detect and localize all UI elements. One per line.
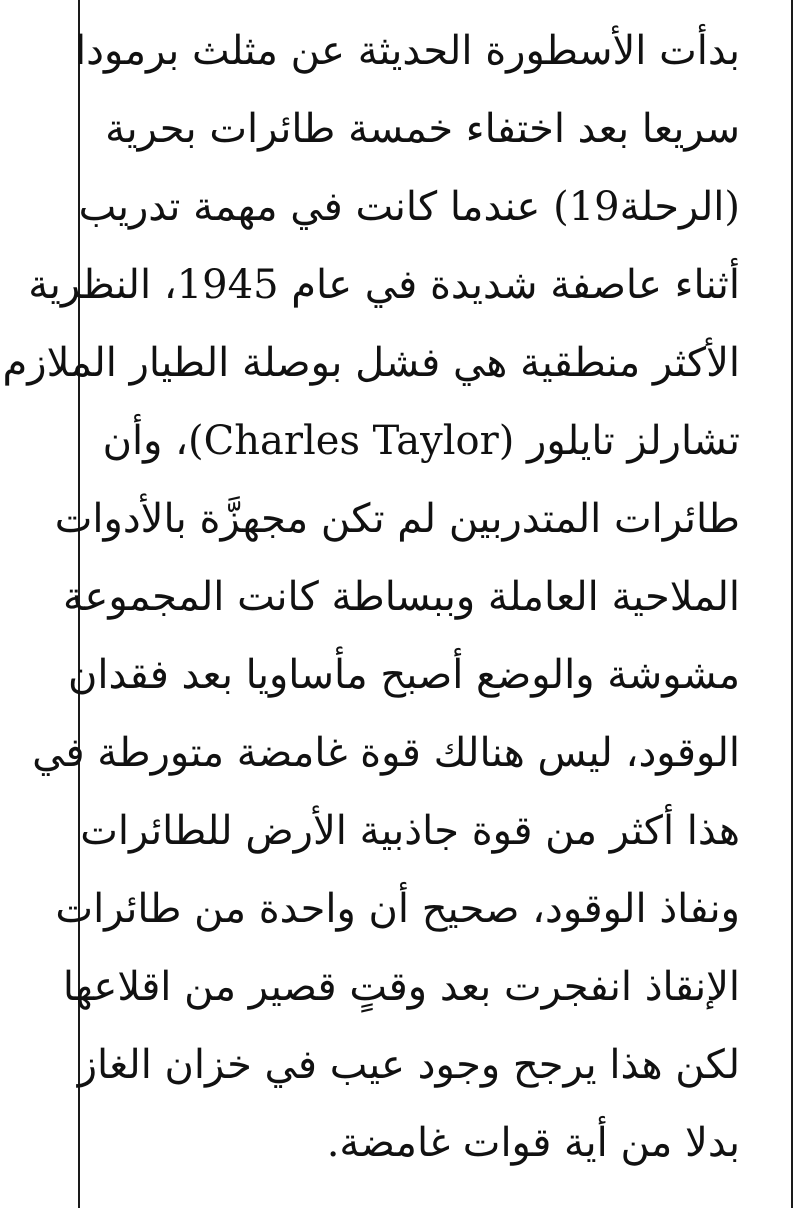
text-line-14: لكن هذا يرجح وجود عيب في خزان الغاز [77, 1042, 740, 1088]
text-line-9: مشوشة والوضع أصبح مأساويا بعد فقدان [67, 652, 740, 698]
text-line-5: الأكثر منطقية هي فشل بوصلة الطيار الملازم [2, 340, 740, 386]
text-line-10: الوقود، ليس هنالك قوة غامضة متورطة في [32, 730, 740, 776]
text-line-12: ونفاذ الوقود، صحيح أن واحدة من طائرات [55, 886, 740, 932]
text-line-7: طائرات المتدربين لم تكن مجهزَّة بالأدوات [54, 496, 740, 542]
text-line-3: (الرحلة19) عندما كانت في مهمة تدريب [78, 184, 740, 230]
text-line-8: الملاحية العاملة وببساطة كانت المجموعة [63, 574, 740, 620]
text-line-6: تشارلز تايلور (Charles Taylor)، وأن [102, 418, 740, 464]
document-body-text [2, 12, 740, 1182]
text-line-15: بدلا من أية قوات غامضة. [326, 1120, 740, 1166]
text-line-13: الإنقاذ انفجرت بعد وقتٍ قصير من اقلاعها [62, 964, 740, 1010]
text-line-11: هذا أكثر من قوة جاذبية الأرض للطائرات [80, 808, 740, 854]
text-line-2: سريعا بعد اختفاء خمسة طائرات بحرية [105, 106, 740, 152]
text-line-4: أثناء عاصفة شديدة في عام 1945، النظرية [28, 262, 740, 308]
text-line-1: بدأت الأسطورة الحديثة عن مثلث برمودا [75, 28, 740, 74]
